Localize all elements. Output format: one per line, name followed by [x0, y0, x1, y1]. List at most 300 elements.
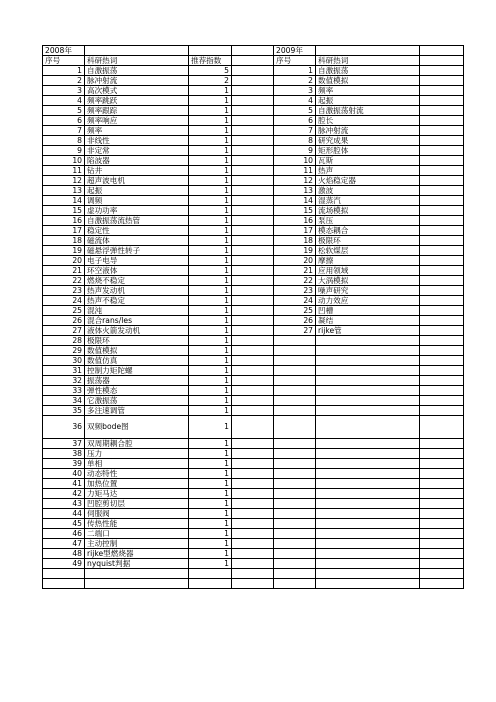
- row-term-2008: 自激振荡: [85, 66, 189, 76]
- blank-cell: [420, 126, 464, 136]
- row-index-2008: 40: [43, 469, 85, 479]
- row-index-2008: 45: [43, 519, 85, 529]
- row-index-2009: 24: [274, 296, 316, 306]
- blank-cell: [274, 569, 316, 579]
- blank-cell: [232, 166, 274, 176]
- row-score-2008: 1: [189, 206, 232, 216]
- blank-cell: [232, 286, 274, 296]
- table-row: [43, 116, 464, 126]
- row-index-2009: 22: [274, 276, 316, 286]
- blank-cell: [316, 569, 420, 579]
- row-term-2008: 单相: [85, 459, 189, 469]
- row-score-2008: 1: [189, 136, 232, 146]
- row-term-2008: 陷波器: [85, 156, 189, 166]
- row-term-2009: 热声: [316, 166, 420, 176]
- row-index-2008: 46: [43, 529, 85, 539]
- blank-cell: [420, 366, 464, 376]
- row-term-2008: 弹性模态: [85, 386, 189, 396]
- row-term-2009: 湿蒸汽: [316, 196, 420, 206]
- blank-cell: [274, 489, 316, 499]
- table-row: [43, 346, 464, 356]
- blank-cell: [43, 579, 85, 589]
- row-score-2008: 5: [189, 66, 232, 76]
- row-term-2008: 动态特性: [85, 469, 189, 479]
- blank-cell: [85, 46, 189, 56]
- blank-cell: [232, 216, 274, 226]
- table-row: [43, 406, 464, 416]
- blank-cell: [316, 479, 420, 489]
- table-row: [43, 306, 464, 316]
- row-index-2009: 10: [274, 156, 316, 166]
- row-index-2008: 23: [43, 286, 85, 296]
- blank-cell: [232, 126, 274, 136]
- blank-cell: [274, 406, 316, 416]
- row-index-2008: 25: [43, 306, 85, 316]
- table-row: [43, 136, 464, 146]
- row-index-2008: 38: [43, 449, 85, 459]
- row-term-2008: 起振: [85, 186, 189, 196]
- table-row: [43, 579, 464, 589]
- row-index-2009: 7: [274, 126, 316, 136]
- row-term-2008: 虚功功率: [85, 206, 189, 216]
- row-score-2008: 1: [189, 256, 232, 266]
- table-row: [43, 316, 464, 326]
- row-index-2009: 19: [274, 246, 316, 256]
- table-row: [43, 126, 464, 136]
- row-term-2008: 数值仿真: [85, 356, 189, 366]
- blank-cell: [316, 336, 420, 346]
- row-term-2009: rijke管: [316, 326, 420, 336]
- row-score-2008: 2: [189, 76, 232, 86]
- blank-cell: [420, 226, 464, 236]
- blank-cell: [316, 529, 420, 539]
- blank-cell: [316, 549, 420, 559]
- row-index-2008: 18: [43, 236, 85, 246]
- row-term-2008: 稳定性: [85, 226, 189, 236]
- blank-cell: [232, 406, 274, 416]
- row-index-2009: 23: [274, 286, 316, 296]
- row-score-2008: 1: [189, 549, 232, 559]
- row-index-2009: 16: [274, 216, 316, 226]
- blank-cell: [232, 386, 274, 396]
- row-term-2008: 脉冲射流: [85, 76, 189, 86]
- blank-cell: [232, 356, 274, 366]
- blank-cell: [274, 416, 316, 439]
- blank-cell: [274, 366, 316, 376]
- row-score-2008: 1: [189, 459, 232, 469]
- blank-cell: [420, 266, 464, 276]
- row-score-2008: 1: [189, 519, 232, 529]
- row-term-2008: 电子电导: [85, 256, 189, 266]
- table-row: [43, 396, 464, 406]
- row-index-2008: 44: [43, 509, 85, 519]
- blank-cell: [316, 559, 420, 569]
- row-index-2008: 37: [43, 439, 85, 449]
- row-index-2008: 20: [43, 256, 85, 266]
- row-score-2008: 1: [189, 96, 232, 106]
- blank-cell: [232, 376, 274, 386]
- blank-cell: [420, 286, 464, 296]
- row-term-2008: 多注速调管: [85, 406, 189, 416]
- blank-cell: [316, 346, 420, 356]
- row-term-2009: 模态耦合: [316, 226, 420, 236]
- blank-cell: [232, 116, 274, 126]
- blank-cell: [316, 579, 420, 589]
- blank-cell: [420, 376, 464, 386]
- table-row: [43, 336, 464, 346]
- blank-cell: [316, 499, 420, 509]
- row-index-2009: 12: [274, 176, 316, 186]
- row-score-2008: 1: [189, 186, 232, 196]
- row-term-2008: 振荡器: [85, 376, 189, 386]
- blank-cell: [420, 296, 464, 306]
- row-score-2008: 1: [189, 449, 232, 459]
- table-row: [43, 276, 464, 286]
- row-index-2008: 48: [43, 549, 85, 559]
- blank-cell: [274, 559, 316, 569]
- row-term-2008: rijke型燃烧器: [85, 549, 189, 559]
- row-score-2008: 1: [189, 356, 232, 366]
- blank-cell: [420, 499, 464, 509]
- row-term-2008: 热声不稳定: [85, 296, 189, 306]
- blank-cell: [316, 459, 420, 469]
- blank-cell: [420, 469, 464, 479]
- blank-cell: [316, 449, 420, 459]
- row-score-2008: 1: [189, 286, 232, 296]
- row-score-2008: 1: [189, 176, 232, 186]
- row-term-2008: 频率跟踪: [85, 106, 189, 116]
- row-index-2008: 43: [43, 499, 85, 509]
- row-term-2008: 液体火箭发动机: [85, 326, 189, 336]
- blank-cell: [232, 499, 274, 509]
- blank-cell: [85, 579, 189, 589]
- row-index-2008: 6: [43, 116, 85, 126]
- blank-cell: [316, 356, 420, 366]
- table-row: [43, 96, 464, 106]
- blank-cell: [232, 416, 274, 439]
- row-score-2008: 1: [189, 216, 232, 226]
- table-row: [43, 46, 464, 56]
- blank-cell: [420, 156, 464, 166]
- row-score-2008: 1: [189, 439, 232, 449]
- blank-cell: [316, 519, 420, 529]
- blank-cell: [316, 489, 420, 499]
- header-score-2008: 推荐指数: [189, 56, 232, 66]
- row-score-2008: 1: [189, 166, 232, 176]
- row-score-2008: 1: [189, 306, 232, 316]
- row-index-2009: 14: [274, 196, 316, 206]
- blank-cell: [420, 539, 464, 549]
- blank-cell: [232, 366, 274, 376]
- blank-cell: [232, 266, 274, 276]
- row-index-2009: 25: [274, 306, 316, 316]
- row-term-2008: 伺服阀: [85, 509, 189, 519]
- blank-cell: [420, 276, 464, 286]
- row-score-2008: 1: [189, 366, 232, 376]
- blank-cell: [420, 386, 464, 396]
- row-score-2008: 1: [189, 296, 232, 306]
- blank-cell: [420, 406, 464, 416]
- row-index-2008: 10: [43, 156, 85, 166]
- year-2008-label: 2008年: [43, 46, 85, 56]
- blank-cell: [232, 459, 274, 469]
- blank-cell: [316, 396, 420, 406]
- blank-cell: [420, 236, 464, 246]
- blank-cell: [420, 206, 464, 216]
- row-index-2008: 22: [43, 276, 85, 286]
- blank-cell: [232, 106, 274, 116]
- blank-cell: [420, 529, 464, 539]
- blank-cell: [189, 46, 232, 56]
- blank-cell: [232, 276, 274, 286]
- row-index-2008: 28: [43, 336, 85, 346]
- row-score-2008: 1: [189, 479, 232, 489]
- header-term-2008: 科研热词: [85, 56, 189, 66]
- header-term-2009: 科研热词: [316, 56, 420, 66]
- row-index-2009: 26: [274, 316, 316, 326]
- row-index-2008: 14: [43, 196, 85, 206]
- row-term-2008: 磁悬浮弹性转子: [85, 246, 189, 256]
- table-row: [43, 286, 464, 296]
- blank-cell: [232, 346, 274, 356]
- blank-cell: [420, 66, 464, 76]
- blank-cell: [420, 519, 464, 529]
- blank-cell: [189, 569, 232, 579]
- row-term-2008: 它激振荡: [85, 396, 189, 406]
- blank-cell: [274, 346, 316, 356]
- blank-cell: [316, 46, 420, 56]
- blank-cell: [232, 449, 274, 459]
- row-score-2008: 1: [189, 316, 232, 326]
- blank-cell: [420, 509, 464, 519]
- table-row: [43, 146, 464, 156]
- row-score-2008: 1: [189, 106, 232, 116]
- row-score-2008: 1: [189, 559, 232, 569]
- row-term-2008: 自激振荡流热管: [85, 216, 189, 226]
- blank-cell: [274, 376, 316, 386]
- blank-cell: [232, 519, 274, 529]
- row-index-2009: 13: [274, 186, 316, 196]
- row-index-2009: 17: [274, 226, 316, 236]
- blank-cell: [420, 116, 464, 126]
- row-term-2008: 环空液体: [85, 266, 189, 276]
- hot-terms-table: [42, 45, 464, 589]
- row-index-2009: 5: [274, 106, 316, 116]
- row-term-2008: 燃烧不稳定: [85, 276, 189, 286]
- blank-cell: [420, 549, 464, 559]
- blank-cell: [274, 439, 316, 449]
- table-row: [43, 529, 464, 539]
- table-row: [43, 106, 464, 116]
- row-index-2008: 33: [43, 386, 85, 396]
- row-index-2009: 3: [274, 86, 316, 96]
- row-index-2008: 21: [43, 266, 85, 276]
- row-index-2009: 11: [274, 166, 316, 176]
- blank-cell: [420, 416, 464, 439]
- blank-cell: [274, 519, 316, 529]
- row-term-2009: 瓦斯: [316, 156, 420, 166]
- table-row: [43, 206, 464, 216]
- blank-cell: [232, 136, 274, 146]
- blank-cell: [274, 469, 316, 479]
- row-score-2008: 1: [189, 416, 232, 439]
- blank-cell: [274, 336, 316, 346]
- blank-cell: [316, 509, 420, 519]
- blank-cell: [420, 166, 464, 176]
- blank-cell: [420, 489, 464, 499]
- blank-cell: [420, 106, 464, 116]
- table-row: [43, 459, 464, 469]
- row-score-2008: 1: [189, 236, 232, 246]
- row-index-2008: 31: [43, 366, 85, 376]
- row-term-2008: 数值模拟: [85, 346, 189, 356]
- row-term-2008: 非定常: [85, 146, 189, 156]
- row-index-2009: 21: [274, 266, 316, 276]
- blank-cell: [232, 246, 274, 256]
- row-term-2009: 松软煤层: [316, 246, 420, 256]
- row-index-2008: 16: [43, 216, 85, 226]
- table-row: [43, 489, 464, 499]
- row-term-2008: 混沌: [85, 306, 189, 316]
- blank-cell: [420, 316, 464, 326]
- row-index-2008: 5: [43, 106, 85, 116]
- blank-cell: [274, 386, 316, 396]
- row-index-2008: 42: [43, 489, 85, 499]
- table-row: [43, 479, 464, 489]
- blank-cell: [232, 256, 274, 266]
- row-index-2008: 35: [43, 406, 85, 416]
- row-index-2008: 19: [43, 246, 85, 256]
- row-score-2008: 1: [189, 246, 232, 256]
- row-score-2008: 1: [189, 326, 232, 336]
- blank-cell: [420, 449, 464, 459]
- blank-cell: [232, 559, 274, 569]
- row-score-2008: 1: [189, 469, 232, 479]
- blank-cell: [85, 569, 189, 579]
- table-row: [43, 326, 464, 336]
- row-term-2009: 凹槽: [316, 306, 420, 316]
- year-2009-label: 2009年: [274, 46, 316, 56]
- blank-cell: [420, 56, 464, 66]
- row-score-2008: 1: [189, 86, 232, 96]
- table-row: [43, 439, 464, 449]
- blank-cell: [274, 396, 316, 406]
- row-index-2008: 13: [43, 186, 85, 196]
- blank-cell: [420, 246, 464, 256]
- row-score-2008: 1: [189, 196, 232, 206]
- row-term-2008: 热声发动机: [85, 286, 189, 296]
- blank-cell: [420, 336, 464, 346]
- row-term-2008: 磁流体: [85, 236, 189, 246]
- row-score-2008: 1: [189, 126, 232, 136]
- blank-cell: [420, 256, 464, 266]
- table-row: [43, 266, 464, 276]
- row-score-2008: 1: [189, 386, 232, 396]
- row-term-2008: 压力: [85, 449, 189, 459]
- blank-cell: [232, 579, 274, 589]
- blank-cell: [316, 439, 420, 449]
- row-score-2008: 1: [189, 396, 232, 406]
- blank-cell: [274, 479, 316, 489]
- row-index-2008: 11: [43, 166, 85, 176]
- table-row: [43, 246, 464, 256]
- row-index-2008: 24: [43, 296, 85, 306]
- blank-cell: [420, 46, 464, 56]
- row-index-2009: 27: [274, 326, 316, 336]
- table-row: [43, 176, 464, 186]
- row-index-2008: 29: [43, 346, 85, 356]
- table-row: [43, 519, 464, 529]
- table-row: [43, 186, 464, 196]
- table-row: [43, 86, 464, 96]
- row-index-2009: 8: [274, 136, 316, 146]
- row-score-2008: 1: [189, 499, 232, 509]
- blank-cell: [274, 459, 316, 469]
- blank-cell: [232, 56, 274, 66]
- row-index-2008: 12: [43, 176, 85, 186]
- blank-cell: [232, 396, 274, 406]
- blank-cell: [316, 376, 420, 386]
- row-score-2008: 1: [189, 346, 232, 356]
- blank-cell: [232, 469, 274, 479]
- row-score-2008: 1: [189, 539, 232, 549]
- row-index-2009: 18: [274, 236, 316, 246]
- blank-cell: [420, 136, 464, 146]
- row-index-2008: 41: [43, 479, 85, 489]
- blank-cell: [420, 96, 464, 106]
- blank-cell: [232, 156, 274, 166]
- blank-cell: [420, 86, 464, 96]
- row-score-2008: 1: [189, 266, 232, 276]
- blank-cell: [232, 236, 274, 246]
- table-row: [43, 166, 464, 176]
- row-score-2008: 1: [189, 336, 232, 346]
- row-score-2008: 1: [189, 226, 232, 236]
- row-term-2008: 超声波电机: [85, 176, 189, 186]
- row-term-2009: 自激振荡射流: [316, 106, 420, 116]
- blank-cell: [420, 216, 464, 226]
- blank-cell: [232, 206, 274, 216]
- blank-cell: [274, 539, 316, 549]
- row-index-2008: 4: [43, 96, 85, 106]
- row-index-2008: 32: [43, 376, 85, 386]
- header-index-2008: 序号: [43, 56, 85, 66]
- blank-cell: [232, 176, 274, 186]
- blank-cell: [232, 146, 274, 156]
- row-term-2008: 双周期耦合腔: [85, 439, 189, 449]
- blank-cell: [232, 196, 274, 206]
- row-term-2009: 应用领域: [316, 266, 420, 276]
- blank-cell: [232, 86, 274, 96]
- row-term-2008: 频率响应: [85, 116, 189, 126]
- table-row: [43, 366, 464, 376]
- row-term-2009: 频率: [316, 86, 420, 96]
- row-term-2009: 大涡模拟: [316, 276, 420, 286]
- row-index-2009: 2: [274, 76, 316, 86]
- table-row: [43, 226, 464, 236]
- row-term-2009: 自激振荡: [316, 66, 420, 76]
- blank-cell: [420, 356, 464, 366]
- row-term-2008: 主动控制: [85, 539, 189, 549]
- blank-cell: [420, 326, 464, 336]
- table-row: [43, 66, 464, 76]
- row-term-2008: 控制力矩陀螺: [85, 366, 189, 376]
- table-row: [43, 449, 464, 459]
- table-row: [43, 509, 464, 519]
- row-index-2008: 49: [43, 559, 85, 569]
- row-score-2008: 1: [189, 376, 232, 386]
- blank-cell: [232, 306, 274, 316]
